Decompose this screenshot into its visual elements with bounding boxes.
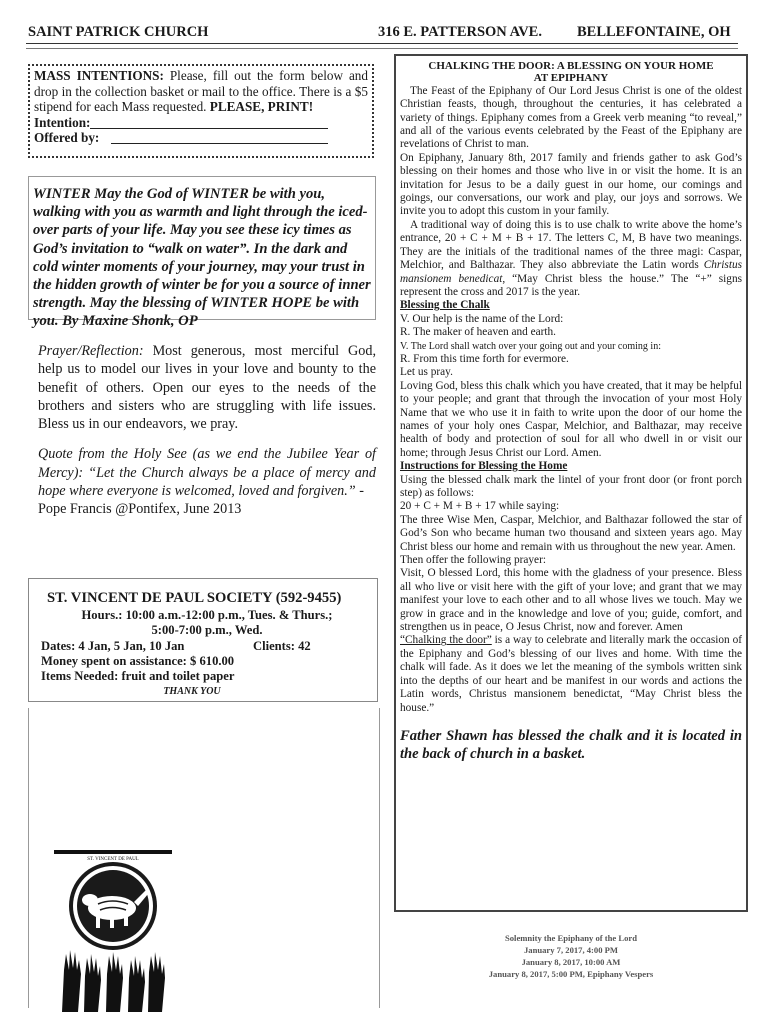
heading-instructions: Instructions for Blessing the Home <box>400 460 568 473</box>
prayer-paragraph <box>38 342 376 433</box>
svdp-hours-1: Hours.: 10:00 a.m.-12:00 p.m., Tues. & Thurs.; <box>81 608 333 623</box>
winter-blessing-text: WINTER May the God of WINTER be with you, walking with you as warmth and light through the iced-over parts of your life. May you see these icy times as God’s invitation to “walk on water”. In the dark and cold winter moments of your journey, may your trust in the hidden growth of winter be for you a source of inner strength. May the blessing of WINTER HOPE be with you. By Maxine Shonk, OP <box>33 186 371 330</box>
response-1: R. The maker of heaven and earth. <box>400 326 556 339</box>
article-p3 <box>400 219 742 299</box>
header-rule-thin <box>26 48 738 49</box>
article-p7: The three Wise Men, Caspar, Melchior, and Balthazar followed the star of God’s Son who became human two thousand and sixteen years ago. May Christ bless our home and remain with us throughout the new year. Amen. <box>400 513 742 553</box>
svdp-clients: Clients: 42 <box>253 638 311 653</box>
intention-field[interactable] <box>90 115 328 129</box>
svdp-thanks: THANK YOU <box>163 686 221 698</box>
mass-intentions-instructions: Please, fill out the form below and drop in the collection basket or mail to the office. There is a $5 stipend for each Mass requested. <box>34 68 368 115</box>
mass-intentions-print: PLEASE, PRINT! <box>209 99 314 115</box>
intention-label: Intention: <box>34 114 91 130</box>
solemnity-time-1: January 7, 2017, 4:00 PM <box>523 945 619 955</box>
article-p8: Then offer the following prayer: <box>400 554 546 567</box>
article-p9: Visit, O blessed Lord, this home with the gladness of your presence. Bless all who live or visit here with the gift of your love; and grant that we may manifest your love to each other and to all whose lives we touch. May we grow in grace and in the knowledge and love of you; guide, comfort, and strengthen us in peace, O Jesus Christ, now and forever. Amen <box>400 567 742 634</box>
svdp-dates-row <box>41 639 373 654</box>
article-p6: 20 + C + M + B + 17 while saying: <box>400 500 560 513</box>
header-rule <box>26 43 738 44</box>
article-title-2: AT EPIPHANY <box>533 72 609 85</box>
article-p10-b: is a way to celebrate and literally mark the occasion of the Epiphany and God’s blessing of our lives and home. With time the chalk will fade. As it does we let the meaning of the symbols written sink into the depths of our heart and be manifest in our words and actions the Latin words, Christus mansionem benedictat, “May Christ bless the house.” <box>400 634 742 714</box>
prayer-text: Most generous, most merciful God, help us to model our lives in your love and bounty to the benefit of others. Open our eyes to the needs of the brothers and sisters who are struggling with life issues. Bless us in our endeavors, we pray. <box>38 343 377 433</box>
church-name: SAINT PATRICK CHURCH <box>28 24 209 40</box>
heading-blessing-chalk: Blessing the Chalk <box>400 299 490 312</box>
quote-attribution: Pope Francis @Pontifex, June 2013 <box>38 501 242 518</box>
svdp-items: Items Needed: fruit and toilet paper <box>41 669 235 684</box>
mass-intentions-text <box>34 68 368 115</box>
church-city: BELLEFONTAINE, OH <box>577 24 731 40</box>
winter-blessing-box <box>28 176 376 330</box>
article-p3-b: , “May Christ bless the house.” The “+” signs represent the cross and 2017 is the year. <box>400 272 742 298</box>
prayer-reflection <box>38 342 376 531</box>
svdp-title: ST. VINCENT DE PAUL SOCIETY (592-9455) <box>47 590 342 606</box>
mass-intentions-box <box>28 64 374 158</box>
article-p10 <box>400 634 742 714</box>
article-p3-a: A traditional way of doing this is to use chalk to write above the home’s entrance, 20 + C + M + B + 17. The letters C, M, B have two meanings. They are the initials of the traditional names of the three magi: Caspar, Melchior, and Balthazar. They also abbreviate the Latin words <box>400 218 742 272</box>
chalk-location-note: Father Shawn has blessed the chalk and it is located in the back of church in a basket. <box>400 727 742 762</box>
versicle-1: V. Our help is the name of the Lord: <box>400 312 564 325</box>
intention-line <box>34 115 368 131</box>
svdp-dates: Dates: 4 Jan, 5 Jan, 10 Jan <box>41 638 185 653</box>
svdp-logo-text: ST. VINCENT DE PAUL <box>87 857 139 862</box>
offered-label: Offered by: <box>34 130 100 146</box>
article-p2: On Epiphany, January 8th, 2017 family and friends gather to ask God’s blessing on their homes and those who live in or visit the home. It is an invitation for Jesus to be a daily guest in our home, our comings and goings, our conversations, our work and play, our joys and sorrows. We invite you to adopt this custom in your family. <box>400 151 742 218</box>
svdp-hours-2: 5:00-7:00 p.m., Wed. <box>151 623 263 638</box>
article-p4: Loving God, bless this chalk which you have created, that it may be helpful to your people; and grant that through the invocation of your most Holy Name that we who use it in faith to write upon the door of our home the names of your holy ones Caspar, Melchior, and Balthazar, may receive health of body and protection of soul for all who dwell in or visit our home; through Jesus Christ our Lord. Amen. <box>400 379 742 459</box>
versicle-2: V. The Lord shall watch over your going out and your coming in: <box>400 340 661 352</box>
let-us-pray: Let us pray. <box>400 366 453 379</box>
article-p1: The Feast of the Epiphany of Our Lord Jesus Christ is one of the oldest Christian feasts, though, throughout the centuries, it has celebrated a variety of things. Epiphany comes from a Greek verb meaning “to reveal,” and all of the various events celebrated by the Feast of the Epiphany are revelations of Christ to man. <box>400 84 742 151</box>
chalking-article <box>394 54 748 912</box>
article-p3-latin: Christus mansionem benedicat <box>400 259 743 285</box>
prayer-label: Prayer/Reflection: <box>38 343 144 359</box>
article-p5: Using the blessed chalk mark the lintel of your front door (or front porch step) as follows: <box>400 473 742 499</box>
svdp-logo <box>54 850 172 1012</box>
church-address: 316 E. PATTERSON AVE. <box>378 24 542 40</box>
solemnity-title: Solemnity the Epiphany of the Lord <box>504 933 638 943</box>
svdp-money: Money spent on assistance: $ 610.00 <box>41 653 235 668</box>
mass-intentions-label: MASS INTENTIONS: <box>34 68 164 83</box>
svdp-box <box>28 578 378 702</box>
solemnity-time-3: January 8, 2017, 5:00 PM, Epiphany Vespers <box>488 969 654 979</box>
offered-field[interactable] <box>111 130 328 144</box>
article-p10-a: “Chalking the door” <box>400 634 492 647</box>
response-2: R. From this time forth for evermore. <box>400 352 569 365</box>
offered-line <box>34 130 368 146</box>
quote-paragraph <box>38 445 376 518</box>
solemnity-time-2: January 8, 2017, 10:00 AM <box>521 957 621 967</box>
quote-text: Quote from the Holy See (as we end the Jubilee Year of Mercy): “Let the Church always be a place of mercy and hope where everyone is welcomed, loved and forgiven.” - <box>38 446 376 500</box>
solemnity-schedule <box>394 932 748 980</box>
article-title-1: CHALKING THE DOOR: A BLESSING ON YOUR HOME <box>428 60 714 72</box>
